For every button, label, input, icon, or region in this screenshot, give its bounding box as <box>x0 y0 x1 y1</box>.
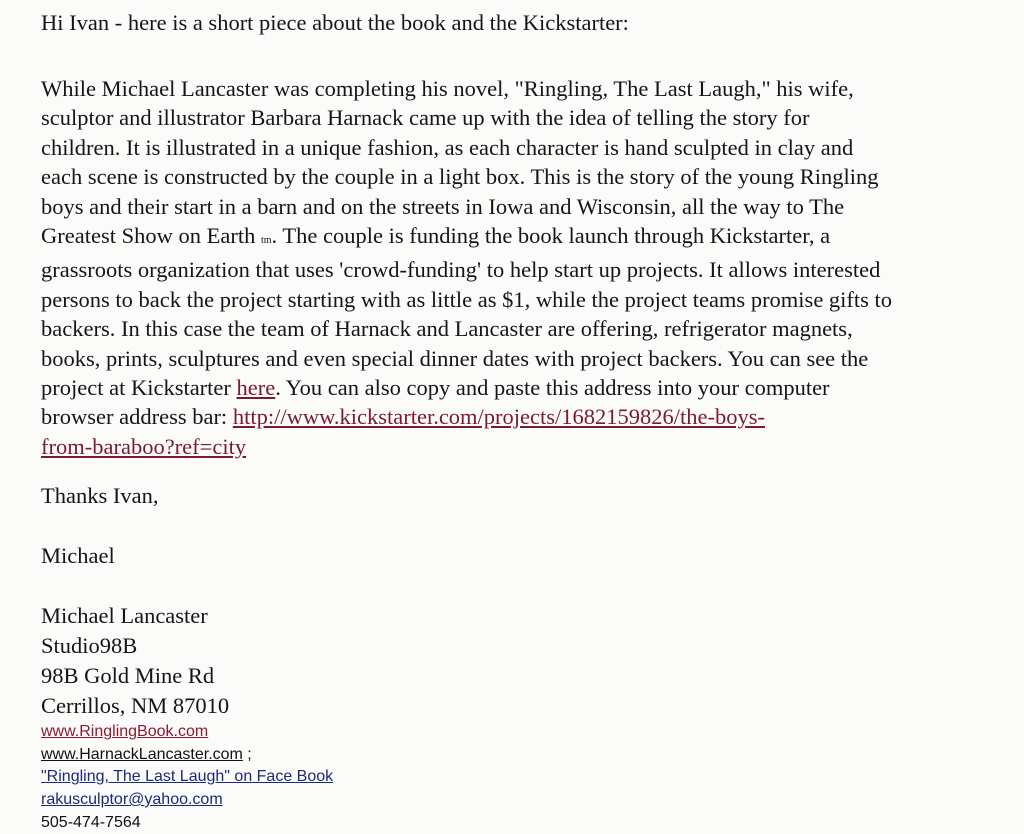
body-text: Greatest Show on Earth <box>41 223 261 249</box>
kickstarter-here-link[interactable]: here <box>236 375 276 401</box>
facebook-link[interactable]: "Ringling, The Last Laugh" on Face Book <box>41 768 334 786</box>
signature-city: Cerrillos, NM 87010 <box>41 693 230 719</box>
body-text: . The couple is funding the book launch through Kickstarter, a <box>271 223 831 249</box>
body-text: . You can also copy and paste this address into your computer <box>275 375 830 401</box>
contact-block <box>41 721 1000 834</box>
signature-studio: Studio98B <box>41 633 138 659</box>
body-line: backers. In this case the team of Harnack and Lancaster are offering, refrigerator magnets, <box>41 316 853 342</box>
body-line: each scene is constructed by the couple in a light box. This is the story of the young Ringling <box>41 164 879 190</box>
body-text: project at Kickstarter <box>41 375 237 401</box>
thanks-line: Thanks Ivan, <box>41 483 159 509</box>
body-line: sculptor and illustrator Barbara Harnack came up with the idea of telling the story for <box>41 105 810 131</box>
body-paragraph <box>41 74 1000 461</box>
body-line: While Michael Lancaster was completing his novel, "Ringling, The Last Laugh," his wife, <box>41 76 854 101</box>
body-line <box>41 373 1000 402</box>
body-line <box>41 402 1000 431</box>
signature-block <box>41 601 1000 721</box>
trademark-mark: tm <box>260 235 272 247</box>
body-text: browser address bar: <box>41 404 233 430</box>
body-line <box>41 221 1000 255</box>
body-line: books, prints, sculptures and even special dinner dates with project backers. You can see the <box>41 345 869 371</box>
signoff-name: Michael <box>41 543 115 569</box>
website-ringlingbook-link[interactable]: www.RinglingBook.com <box>41 723 209 741</box>
phone-number: 505-474-7564 <box>41 813 141 831</box>
body-line: grassroots organization that uses 'crowd-funding' to help start up projects. It allows interested <box>41 257 881 283</box>
body-line: boys and their start in a barn and on the streets in Iowa and Wisconsin, all the way to The <box>41 193 845 219</box>
kickstarter-url-link[interactable]: http://www.kickstarter.com/projects/1682159826/the-boys- <box>232 404 766 430</box>
email-link[interactable]: rakusculptor@yahoo.com <box>41 791 223 809</box>
body-line: children. It is illustrated in a unique fashion, as each character is hand sculpted in clay and <box>41 134 854 160</box>
kickstarter-url-link-continued[interactable]: from-baraboo?ref=city <box>41 433 247 459</box>
signature-name: Michael Lancaster <box>41 603 208 629</box>
greeting: Hi Ivan - here is a short piece about the book and the Kickstarter: <box>41 10 629 35</box>
website-harnacklancaster-link[interactable]: www.HarnackLancaster.com <box>41 745 243 763</box>
signature-street: 98B Gold Mine Rd <box>41 663 215 689</box>
body-line: persons to back the project starting with as little as $1, while the project teams promise gifts to <box>41 286 893 312</box>
contact-separator: ; <box>242 745 252 763</box>
body-line <box>41 432 1000 461</box>
